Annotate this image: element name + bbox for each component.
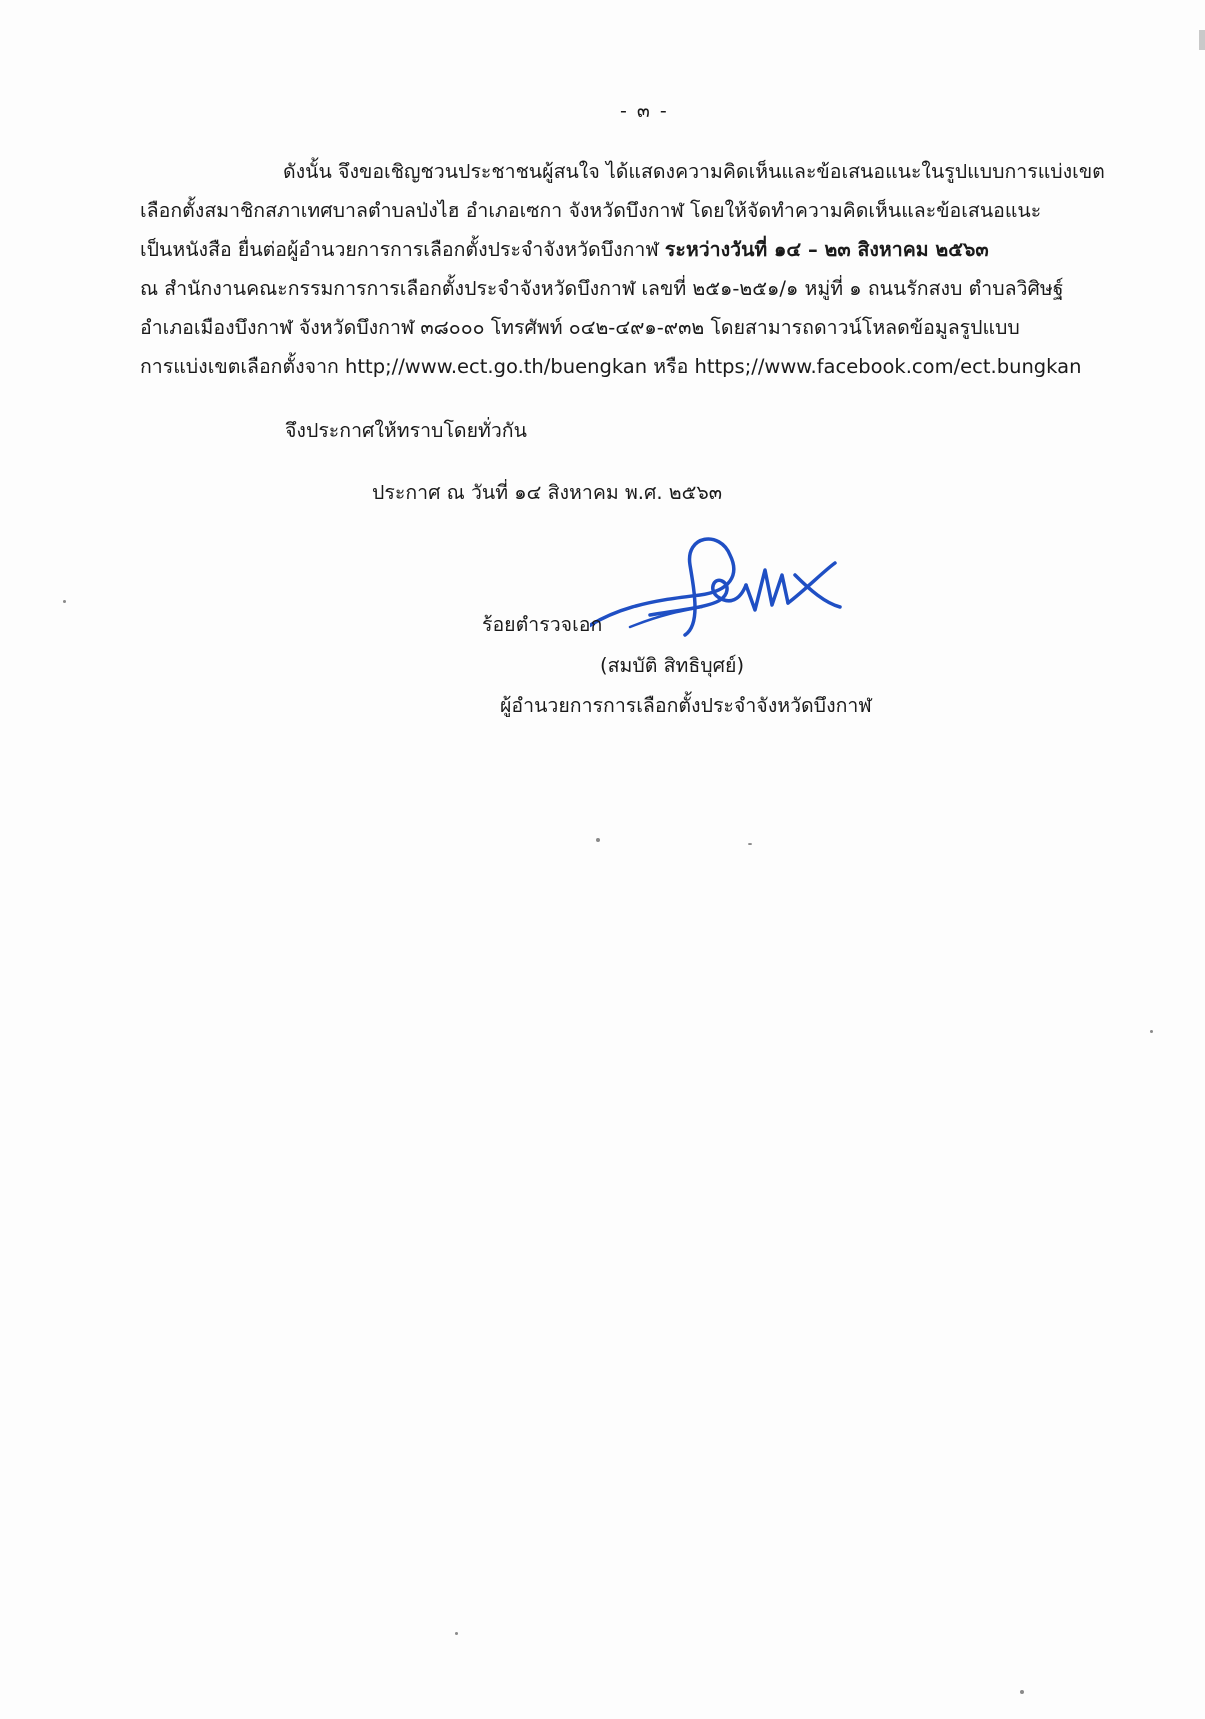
body-line-3 (140, 240, 989, 260)
notice-line: จึงประกาศให้ทราบโดยทั่วกัน (285, 419, 527, 442)
body-line-5: อำเภอเมืองบึงกาฬ จังหวัดบึงกาฬ ๓๘๐๐๐ โทรศัพท์ ๐๔๒-๔๙๑-๙๓๒ โดยสามารถดาวน์โหลดข้อมูลรูปแบบ (140, 316, 1020, 339)
signer-rank: ร้อยตำรวจเอก (482, 613, 603, 636)
body-line-3-text: เป็นหนังสือ ยื่นต่อผู้อำนวยการการเลือกตั้งประจำจังหวัดบึงกาฬ (140, 238, 659, 261)
scan-speck (748, 843, 752, 845)
submission-period: ระหว่างวันที่ ๑๔ – ๒๓ สิงหาคม ๒๕๖๓ (664, 238, 989, 261)
body-line-1: ดังนั้น จึงขอเชิญชวนประชาชนผู้สนใจ ได้แสดงความคิดเห็นและข้อเสนอแนะในรูปแบบการแบ่งเขต (283, 160, 1105, 183)
scan-speck (455, 1632, 458, 1635)
scan-speck (1150, 1030, 1153, 1033)
body-line-2: เลือกตั้งสมาชิกสภาเทศบาลตำบลป่งไฮ อำเภอเซกา จังหวัดบึงกาฬ โดยให้จัดทำความคิดเห็นและข้อเสนอแนะ (140, 199, 1042, 222)
handwritten-signature (590, 515, 850, 665)
scan-edge-mark (1199, 30, 1205, 50)
scan-speck (1020, 1690, 1024, 1694)
body-line-4: ณ สำนักงานคณะกรรมการการเลือกตั้งประจำจังหวัดบึงกาฬ เลขที่ ๒๕๑-๒๕๑/๑ หมู่ที่ ๑ ถนนรักสงบ ตำบลวิศิษฐ์ (140, 277, 1064, 300)
signer-position: ผู้อำนวยการการเลือกตั้งประจำจังหวัดบึงกาฬ (500, 694, 872, 717)
scan-speck (596, 838, 600, 842)
body-line-6: การแบ่งเขตเลือกตั้งจาก http;//www.ect.go.th/buengkan หรือ https;//www.facebook.com/ect.bungkan (140, 355, 1082, 378)
signer-name: (สมบัติ สิทธิบุศย์) (600, 654, 745, 677)
page-number: - ๓ - (620, 100, 669, 122)
announce-date: ประกาศ ณ วันที่ ๑๔ สิงหาคม พ.ศ. ๒๕๖๓ (372, 481, 723, 504)
scan-speck (63, 600, 66, 603)
